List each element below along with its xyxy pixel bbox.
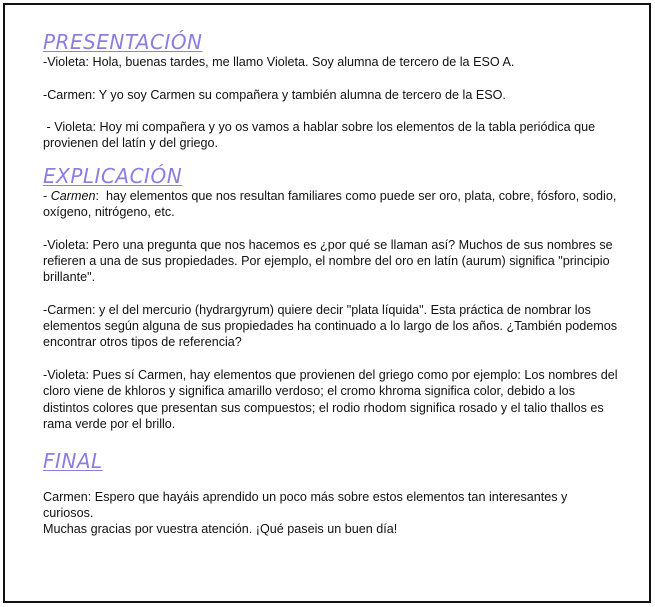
presentacion-line-2: -Carmen: Y yo soy Carmen su compañera y también alumna de tercero de la ESO. [43, 87, 506, 102]
final-paragraph-2: Muchas gracias por vuestra atención. ¡Qué paseis un buen día! [43, 522, 398, 537]
explicacion-paragraph-1 [43, 188, 618, 221]
spacer [43, 473, 618, 489]
spacer [43, 286, 618, 302]
spacer [43, 351, 618, 367]
heading-explicacion: EXPLICACIÓN [43, 163, 183, 188]
spacer [43, 70, 618, 86]
heading-presentacion: PRESENTACIÓN [43, 30, 203, 54]
spacer [43, 220, 618, 236]
explicacion-paragraph-4: -Violeta: Pues sí Carmen, hay elementos que provienen del griego como por ejemplo: Los nombres del cloro viene de khloros y significa amarillo verdoso; el cromo khroma significa color, debido a los distintos colores que presentan sus compuestos; el rodio rhodom significa rosado y el talio thallos es rama verde por el brillo. [43, 368, 618, 431]
final-paragraph-1: Carmen: Espero que hayáis aprendido un poco más sobre estos elementos tan interesantes y curiosos. [43, 489, 568, 521]
heading-final: FINAL [43, 448, 103, 473]
document-frame [3, 3, 651, 603]
spacer [43, 103, 618, 119]
document-page [43, 30, 618, 538]
explicacion-p1-speaker: Carmen [50, 188, 96, 203]
explicacion-p1-prefix: - [43, 188, 51, 203]
explicacion-p1-rest: : hay elementos que nos resultan familiares como puede ser oro, plata, cobre, fósforo, sodio, oxígeno, nitrógeno, etc. [43, 188, 620, 220]
spacer [43, 432, 618, 448]
explicacion-paragraph-2: -Violeta: Pero una pregunta que nos hacemos es ¿por qué se llaman así? Muchos de sus nombres se refieren a una de sus propiedades. Por ejemplo, el nombre del oro en latín (aurum) significa "principio brillante". [43, 237, 613, 285]
presentacion-line-1: -Violeta: Hola, buenas tardes, me llamo Violeta. Soy alumna de tercero de la ESO A. [43, 55, 515, 69]
presentacion-line-3: - Violeta: Hoy mi compañera y yo os vamos a hablar sobre los elementos de la tabla periódica que provienen del latín y del griego. [43, 120, 599, 151]
explicacion-paragraph-3: -Carmen: y el del mercurio (hydrargyrum) quiere decir "plata líquida". Esta práctica de nombrar los elementos según alguna de sus propiedades ha continuado a lo largo de los años. ¿También podemos encontrar otros tipos de referencia? [43, 302, 618, 350]
